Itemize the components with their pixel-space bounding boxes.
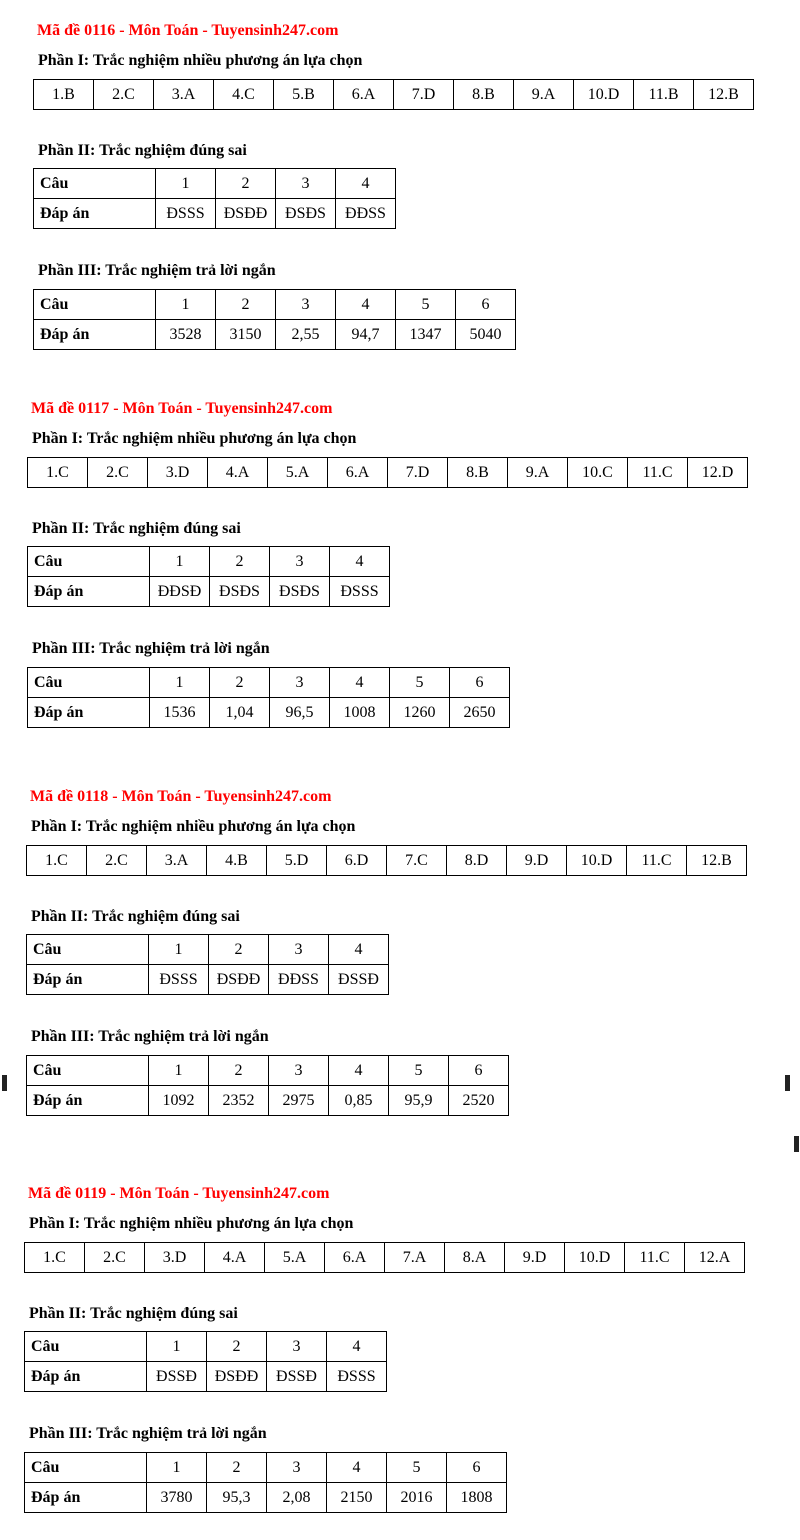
table-cell: 2: [209, 935, 269, 965]
part3-heading: Phần III: Trắc nghiệm trả lời ngắn: [38, 262, 276, 279]
table-cell: 3.A: [147, 846, 207, 876]
table-cell: 3.D: [148, 458, 208, 488]
row-label: Đáp án: [25, 1362, 147, 1392]
table-cell: ĐSĐS: [270, 577, 330, 607]
table-cell: ĐSĐĐ: [207, 1362, 267, 1392]
table-cell: 8.B: [448, 458, 508, 488]
table-cell: 2.C: [87, 846, 147, 876]
table-cell: 1.B: [34, 80, 94, 110]
table-cell: 11.B: [634, 80, 694, 110]
row-label: Đáp án: [25, 1483, 147, 1513]
table-cell: 4: [327, 1332, 387, 1362]
exam-title: Mã đề 0119 - Môn Toán - Tuyensinh247.com: [28, 1185, 330, 1202]
table-cell: 4: [330, 668, 390, 698]
table-row: [25, 1483, 507, 1513]
table-cell: 4: [336, 290, 396, 320]
table-row: [34, 199, 396, 229]
table-cell: 7.C: [387, 846, 447, 876]
part2-heading: Phần II: Trắc nghiệm đúng sai: [31, 908, 240, 925]
table-row: [34, 290, 516, 320]
table-cell: 0,85: [329, 1086, 389, 1116]
table-cell: 1: [150, 668, 210, 698]
row-label: Câu: [28, 547, 150, 577]
part2-heading: Phần II: Trắc nghiệm đúng sai: [29, 1305, 238, 1322]
table-cell: 1: [150, 547, 210, 577]
table-cell: ĐSSS: [149, 965, 209, 995]
table-cell: 3: [267, 1332, 327, 1362]
table-cell: ĐSSĐ: [147, 1362, 207, 1392]
table-cell: 1: [156, 290, 216, 320]
table-cell: 3: [276, 169, 336, 199]
part1-answer-table: [27, 457, 748, 488]
table-cell: 2150: [327, 1483, 387, 1513]
row-label: Đáp án: [34, 320, 156, 350]
exam-title: Mã đề 0116 - Môn Toán - Tuyensinh247.com: [37, 22, 339, 39]
table-cell: ĐĐSS: [269, 965, 329, 995]
table-cell: 5: [387, 1453, 447, 1483]
table-cell: 2520: [449, 1086, 509, 1116]
table-cell: ĐSĐS: [276, 199, 336, 229]
table-cell: 1.C: [25, 1243, 85, 1273]
table-cell: ĐSĐS: [210, 577, 270, 607]
table-cell: 4.A: [205, 1243, 265, 1273]
table-row: [25, 1453, 507, 1483]
table-cell: 9.A: [514, 80, 574, 110]
table-cell: 12.B: [694, 80, 754, 110]
table-cell: 2: [207, 1453, 267, 1483]
table-cell: 2352: [209, 1086, 269, 1116]
part3-answer-table: [26, 1055, 509, 1116]
part2-answer-table: [33, 168, 396, 229]
table-cell: 3780: [147, 1483, 207, 1513]
table-cell: 6: [447, 1453, 507, 1483]
part1-heading: Phần I: Trắc nghiệm nhiều phương án lựa chọn: [32, 430, 357, 447]
table-cell: 2: [210, 668, 270, 698]
table-cell: 1.C: [28, 458, 88, 488]
table-cell: 3150: [216, 320, 276, 350]
table-cell: 4.A: [208, 458, 268, 488]
table-cell: 4.B: [207, 846, 267, 876]
table-cell: 3: [269, 1056, 329, 1086]
table-cell: 10.C: [568, 458, 628, 488]
row-label: Câu: [28, 668, 150, 698]
part3-answer-table: [33, 289, 516, 350]
table-cell: ĐSSĐ: [267, 1362, 327, 1392]
table-cell: 10.D: [567, 846, 627, 876]
table-cell: 5: [389, 1056, 449, 1086]
table-cell: 3: [270, 668, 330, 698]
table-cell: 9.D: [505, 1243, 565, 1273]
table-row: [28, 577, 390, 607]
table-cell: 1092: [149, 1086, 209, 1116]
table-cell: 3.A: [154, 80, 214, 110]
table-cell: ĐSĐĐ: [216, 199, 276, 229]
table-cell: 2975: [269, 1086, 329, 1116]
table-cell: 2650: [450, 698, 510, 728]
table-row: [34, 80, 754, 110]
table-cell: 3: [269, 935, 329, 965]
table-cell: 4: [329, 1056, 389, 1086]
row-label: Câu: [34, 290, 156, 320]
table-cell: 3.D: [145, 1243, 205, 1273]
row-label: Đáp án: [34, 199, 156, 229]
table-cell: 6.A: [325, 1243, 385, 1273]
table-row: [25, 1362, 387, 1392]
table-cell: 4: [327, 1453, 387, 1483]
table-cell: 5040: [456, 320, 516, 350]
table-cell: 5.D: [267, 846, 327, 876]
table-cell: 8.D: [447, 846, 507, 876]
table-cell: 8.B: [454, 80, 514, 110]
table-cell: 1808: [447, 1483, 507, 1513]
table-cell: 3: [267, 1453, 327, 1483]
table-cell: 2: [210, 547, 270, 577]
row-label: Đáp án: [28, 577, 150, 607]
table-cell: 1: [149, 935, 209, 965]
table-cell: 8.A: [445, 1243, 505, 1273]
table-cell: 11.C: [625, 1243, 685, 1273]
table-row: [28, 668, 510, 698]
table-cell: 6.D: [327, 846, 387, 876]
table-cell: 12.A: [685, 1243, 745, 1273]
table-cell: 95,3: [207, 1483, 267, 1513]
table-cell: 2,08: [267, 1483, 327, 1513]
table-cell: ĐSSĐ: [329, 965, 389, 995]
table-cell: 1347: [396, 320, 456, 350]
part1-answer-table: [24, 1242, 745, 1273]
part2-answer-table: [27, 546, 390, 607]
table-cell: 1: [156, 169, 216, 199]
table-cell: 2.C: [85, 1243, 145, 1273]
table-cell: 10.D: [565, 1243, 625, 1273]
table-cell: 12.D: [688, 458, 748, 488]
part1-heading: Phần I: Trắc nghiệm nhiều phương án lựa chọn: [31, 818, 356, 835]
table-row: [25, 1332, 387, 1362]
table-row: [34, 169, 396, 199]
table-cell: 5.B: [274, 80, 334, 110]
row-label: Câu: [25, 1453, 147, 1483]
table-row: [27, 965, 389, 995]
table-cell: ĐSSS: [330, 577, 390, 607]
table-row: [27, 846, 747, 876]
part2-heading: Phần II: Trắc nghiệm đúng sai: [32, 520, 241, 537]
table-cell: 6: [449, 1056, 509, 1086]
table-cell: 95,9: [389, 1086, 449, 1116]
table-cell: 12.B: [687, 846, 747, 876]
table-cell: 6.A: [328, 458, 388, 488]
table-cell: 2: [216, 290, 276, 320]
table-cell: 2.C: [88, 458, 148, 488]
table-cell: 11.C: [627, 846, 687, 876]
table-cell: 1260: [390, 698, 450, 728]
part2-answer-table: [26, 934, 389, 995]
table-cell: ĐSSS: [327, 1362, 387, 1392]
table-cell: 10.D: [574, 80, 634, 110]
table-cell: 3: [276, 290, 336, 320]
table-cell: ĐSSS: [156, 199, 216, 229]
table-cell: 9.A: [508, 458, 568, 488]
part1-heading: Phần I: Trắc nghiệm nhiều phương án lựa chọn: [38, 52, 363, 69]
table-cell: 5.A: [268, 458, 328, 488]
table-cell: 2016: [387, 1483, 447, 1513]
table-row: [27, 1086, 509, 1116]
table-cell: 4.C: [214, 80, 274, 110]
edge-mark-right-lower: [794, 1136, 799, 1152]
table-cell: ĐĐSS: [336, 199, 396, 229]
table-cell: 1: [147, 1332, 207, 1362]
row-label: Câu: [27, 935, 149, 965]
table-cell: 3: [270, 547, 330, 577]
table-row: [28, 458, 748, 488]
row-label: Đáp án: [27, 1086, 149, 1116]
table-cell: 2.C: [94, 80, 154, 110]
table-cell: ĐĐSĐ: [150, 577, 210, 607]
edge-mark-right: [785, 1075, 790, 1091]
table-cell: 96,5: [270, 698, 330, 728]
part2-answer-table: [24, 1331, 387, 1392]
part1-answer-table: [26, 845, 747, 876]
table-row: [28, 698, 510, 728]
table-cell: 11.C: [628, 458, 688, 488]
part3-answer-table: [27, 667, 510, 728]
table-cell: 1.C: [27, 846, 87, 876]
table-cell: 5: [396, 290, 456, 320]
table-cell: 1008: [330, 698, 390, 728]
table-row: [34, 320, 516, 350]
part2-heading: Phần II: Trắc nghiệm đúng sai: [38, 142, 247, 159]
table-row: [27, 935, 389, 965]
table-cell: 2: [209, 1056, 269, 1086]
table-cell: 1536: [150, 698, 210, 728]
row-label: Câu: [34, 169, 156, 199]
table-cell: ĐSĐĐ: [209, 965, 269, 995]
part3-heading: Phần III: Trắc nghiệm trả lời ngắn: [31, 1028, 269, 1045]
row-label: Đáp án: [28, 698, 150, 728]
table-cell: 1,04: [210, 698, 270, 728]
table-cell: 1: [149, 1056, 209, 1086]
table-cell: 2: [216, 169, 276, 199]
table-cell: 5.A: [265, 1243, 325, 1273]
table-cell: 7.A: [385, 1243, 445, 1273]
table-cell: 6.A: [334, 80, 394, 110]
part1-answer-table: [33, 79, 754, 110]
table-cell: 6: [450, 668, 510, 698]
table-cell: 94,7: [336, 320, 396, 350]
table-cell: 2,55: [276, 320, 336, 350]
table-cell: 6: [456, 290, 516, 320]
table-row: [25, 1243, 745, 1273]
part3-heading: Phần III: Trắc nghiệm trả lời ngắn: [32, 640, 270, 657]
part3-heading: Phần III: Trắc nghiệm trả lời ngắn: [29, 1425, 267, 1442]
table-cell: 3528: [156, 320, 216, 350]
table-cell: 5: [390, 668, 450, 698]
table-cell: 4: [329, 935, 389, 965]
part1-heading: Phần I: Trắc nghiệm nhiều phương án lựa chọn: [29, 1215, 354, 1232]
table-row: [28, 547, 390, 577]
exam-title: Mã đề 0117 - Môn Toán - Tuyensinh247.com: [31, 400, 333, 417]
table-cell: 1: [147, 1453, 207, 1483]
row-label: Đáp án: [27, 965, 149, 995]
edge-mark-left: [2, 1075, 7, 1091]
table-row: [27, 1056, 509, 1086]
exam-title: Mã đề 0118 - Môn Toán - Tuyensinh247.com: [30, 788, 332, 805]
row-label: Câu: [25, 1332, 147, 1362]
table-cell: 4: [330, 547, 390, 577]
table-cell: 9.D: [507, 846, 567, 876]
table-cell: 7.D: [388, 458, 448, 488]
table-cell: 4: [336, 169, 396, 199]
table-cell: 7.D: [394, 80, 454, 110]
table-cell: 2: [207, 1332, 267, 1362]
part3-answer-table: [24, 1452, 507, 1513]
row-label: Câu: [27, 1056, 149, 1086]
